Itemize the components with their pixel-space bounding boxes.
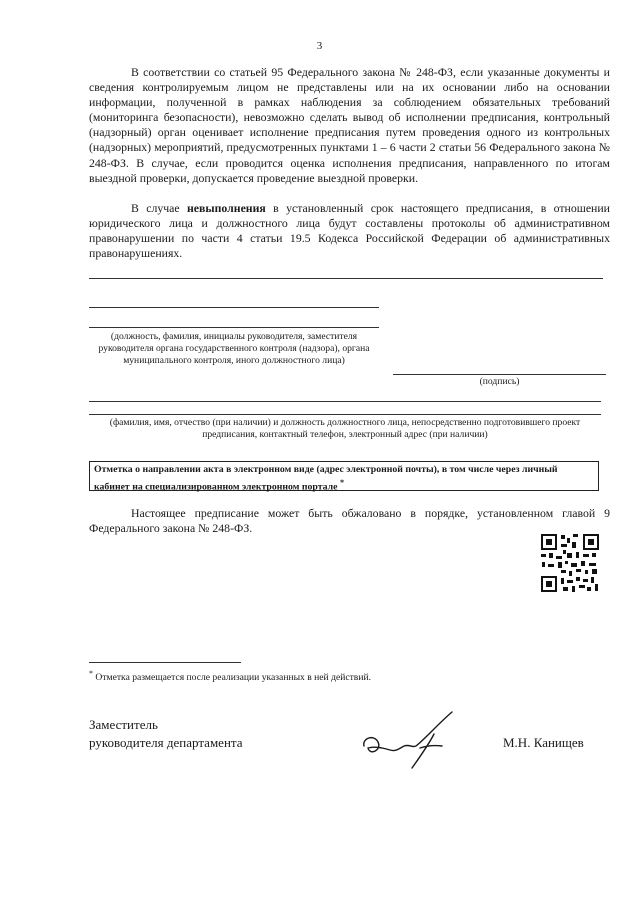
paragraph-appeal: Настоящее предписание может быть обжаловано в порядке, установленном главой 9 Федерального закона № 248-ФЗ. [89, 506, 610, 536]
paragraph-article-95: В соответствии со статьей 95 Федерального закона № 248-ФЗ, если указанные документы и сведения контролируемым лицом не представлены или на их основании либо на основании информации, полученной в рамках наблюдения за соблюдением обязательных требований (мониторинга безопасности), невозможно сделать вывод об исполнении предписания, контрольный (надзорный) орган оценивает исполнение предписания путем проведения одного из контрольных (надзорных) мероприятий, предусмотренных пунктами 1 – 6 части 2 статьи 56 Федерального закона № 248-ФЗ. В случае, если проводится оценка исполнения предписания, направленного по итогам выездной проверки, допускается проведение выездной проверки. [89, 65, 610, 185]
notice-footnote-marker: * [339, 477, 345, 487]
signature-caption: (подпись) [479, 376, 520, 387]
electronic-delivery-notice [89, 461, 599, 491]
official-position-caption: (должность, фамилия, инициалы руководителя, заместителя руководителя органа государственного контроля (надзора), органа муниципального контроля, иного должностного лица) [98, 331, 370, 366]
preparer-caption: (фамилия, имя, отчество (при наличии) и должность должностного лица, непосредственно подготовившего проект предписания, контактный телефон, электронный адрес (при наличии) [109, 417, 581, 440]
signature-line [393, 374, 606, 375]
paragraph-non-compliance [89, 201, 610, 261]
signer-title [89, 716, 243, 752]
blank-line-2 [89, 307, 379, 308]
signer-title-line-1: Заместитель [89, 717, 158, 732]
footnote-marker: * [89, 669, 93, 678]
non-compliance-suffix: в установленный срок настоящего предписания, в отношении юридического лица и должностного лица будут составлены протоколы об административном правонарушении по части 4 статьи 19.5 Кодекса Российской Федерации об административных правонарушениях. [89, 201, 610, 261]
footnote-text: Отметка размещается после реализации указанных в ней действий. [95, 672, 372, 684]
handwritten-signature [360, 708, 470, 778]
preparer-line-2 [89, 414, 601, 415]
qr-code [539, 532, 601, 594]
signer-name: М.Н. Канищев [503, 735, 584, 750]
signer-title-line-2: руководителя департамента [89, 735, 243, 750]
footnote-divider [89, 662, 241, 663]
notice-text: Отметка о направлении акта в электронном виде (адрес электронной почты), в том числе через личный кабинет на специализированном электронном портале [94, 464, 558, 492]
official-position-line [89, 327, 379, 328]
blank-line-1 [89, 278, 603, 279]
footnote [89, 669, 371, 683]
non-compliance-prefix: В случае [131, 201, 187, 215]
preparer-line [89, 401, 601, 402]
page-number: 3 [316, 40, 323, 52]
non-compliance-bold: невыполнения [187, 201, 266, 215]
